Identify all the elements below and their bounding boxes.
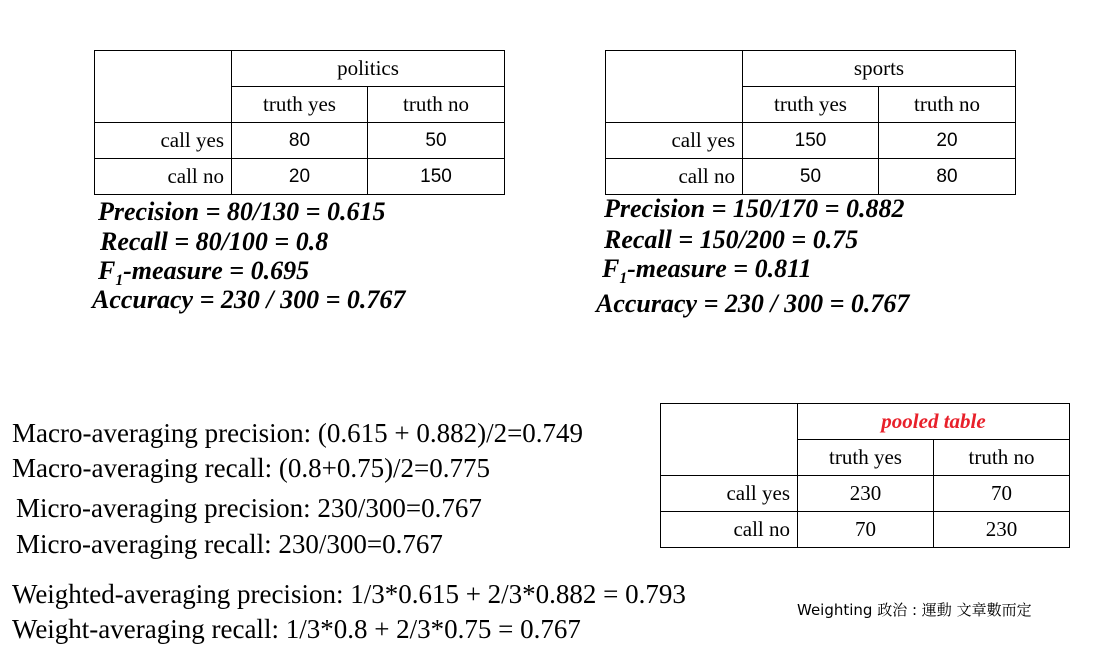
cell-value: 150: [743, 123, 879, 159]
cell-value: 80: [879, 159, 1016, 195]
col-truth-no: truth no: [934, 440, 1070, 476]
f1-letter: F: [602, 254, 620, 283]
politics-contingency-table: [94, 50, 505, 195]
weighted-precision-line: Weighted-averaging precision: 1/3*0.615 + 2/3*0.882 = 0.793: [12, 579, 686, 609]
cell-value: 50: [368, 123, 505, 159]
cell-value: 80: [232, 123, 368, 159]
col-truth-yes: truth yes: [743, 87, 879, 123]
sports-precision: Precision = 150/170 = 0.882: [604, 194, 905, 223]
macro-recall-line: Macro-averaging recall: (0.8+0.75)/2=0.775: [12, 453, 491, 483]
f1-letter: F: [98, 256, 116, 285]
col-truth-no: truth no: [368, 87, 505, 123]
cell-value: 70: [934, 476, 1070, 512]
row-call-yes: call yes: [661, 476, 798, 512]
pooled-contingency-table: [660, 403, 1070, 548]
pooled-header: pooled table: [798, 404, 1070, 440]
politics-precision: Precision = 80/130 = 0.615: [98, 197, 386, 226]
cell-value: 70: [798, 512, 934, 548]
politics-accuracy: Accuracy = 230 / 300 = 0.767: [92, 285, 406, 314]
sports-recall: Recall = 150/200 = 0.75: [604, 225, 859, 254]
weighting-note: Weighting 政治 : 運動 文章數而定: [797, 601, 1032, 619]
cell-value: 230: [934, 512, 1070, 548]
sports-contingency-table: [605, 50, 1016, 195]
macro-precision-line: Macro-averaging precision: (0.615 + 0.882)/2=0.749: [12, 418, 584, 448]
sports-header: sports: [743, 51, 1016, 87]
politics-recall: Recall = 80/100 = 0.8: [100, 227, 329, 256]
f1-subscript: 1: [619, 270, 628, 288]
row-call-yes: call yes: [606, 123, 743, 159]
cell-value: 230: [798, 476, 934, 512]
cell-value: 150: [368, 159, 505, 195]
col-truth-yes: truth yes: [798, 440, 934, 476]
f1-rest: -measure = 0.695: [123, 256, 310, 285]
weighted-recall-line: Weight-averaging recall: 1/3*0.8 + 2/3*0.75 = 0.767: [12, 614, 581, 644]
f1-rest: -measure = 0.811: [627, 254, 812, 283]
col-truth-yes: truth yes: [232, 87, 368, 123]
sports-accuracy: Accuracy = 230 / 300 = 0.767: [596, 289, 910, 318]
politics-header: politics: [232, 51, 505, 87]
micro-recall-line: Micro-averaging recall: 230/300=0.767: [16, 529, 443, 559]
row-call-yes: call yes: [95, 123, 232, 159]
row-call-no: call no: [661, 512, 798, 548]
row-call-no: call no: [606, 159, 743, 195]
table-corner-cell: [95, 51, 232, 123]
col-truth-no: truth no: [879, 87, 1016, 123]
micro-precision-line: Micro-averaging precision: 230/300=0.767: [16, 493, 482, 523]
table-corner-cell: [606, 51, 743, 123]
cell-value: 20: [232, 159, 368, 195]
cell-value: 20: [879, 123, 1016, 159]
table-corner-cell: [661, 404, 798, 476]
row-call-no: call no: [95, 159, 232, 195]
f1-subscript: 1: [115, 272, 124, 290]
cell-value: 50: [743, 159, 879, 195]
